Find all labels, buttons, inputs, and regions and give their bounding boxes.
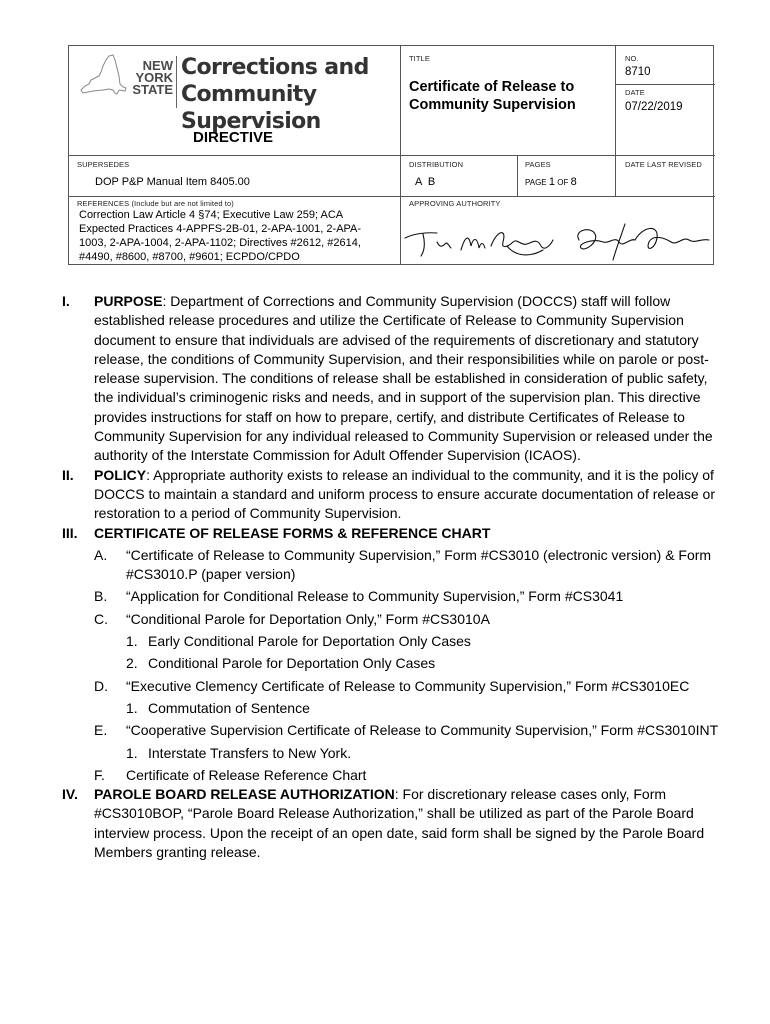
item-text: “Certificate of Release to Community Supervision,” Form #CS3010 (electronic version) & Form #CS3010.P (paper version) [126, 546, 712, 583]
section-forms [62, 524, 722, 543]
directive-label: DIRECTIVE [193, 129, 274, 146]
section-policy [62, 466, 722, 524]
list-item [94, 546, 722, 585]
item-text: “Executive Clemency Certificate of Release to Community Supervision,” Form #CS3010EC [126, 677, 690, 694]
section-number: II. [62, 466, 74, 483]
item-letter: C. [94, 610, 108, 627]
item-text: Commutation of Sentence [148, 699, 310, 716]
item-number: 2. [126, 655, 138, 672]
item-text: “Cooperative Supervision Certificate of Release to Community Supervision,” Form #CS3010INT [126, 722, 719, 739]
item-number: 1. [126, 633, 138, 650]
list-item [94, 677, 722, 696]
supersedes-value: DOP P&P Manual Item 8405.00 [95, 176, 250, 188]
logo-agency-line1: Corrections and [181, 55, 369, 80]
list-item [94, 721, 722, 740]
list-item [94, 610, 722, 629]
item-number: 1. [126, 744, 138, 761]
new-york-state-map-icon [79, 54, 127, 100]
section-text: : Appropriate authority exists to release an individual to the community, and it is the policy of DOCCS to maintain a standard and uniform process to ensure accurate documentation of release or restoration to a period of Community Supervision. [94, 466, 715, 522]
logo-divider [176, 56, 177, 108]
section-purpose [62, 292, 722, 466]
list-item [94, 587, 722, 606]
item-letter: F. [94, 766, 105, 783]
sub-list-item [126, 699, 722, 718]
logo-state-text: NEW YORK STATE [132, 58, 173, 97]
directive-body [62, 292, 722, 862]
divider [615, 46, 616, 196]
item-text: Early Conditional Parole for Deportation Only Cases [148, 633, 471, 650]
item-letter: E. [94, 722, 108, 739]
section-heading: CERTIFICATE OF RELEASE FORMS & REFERENCE CHART [94, 524, 491, 541]
references-label: REFERENCES (Include but are not limited to) [77, 199, 234, 208]
logo-agency-line2: Community Supervision [181, 82, 321, 134]
title-label: TITLE [409, 54, 430, 63]
distribution-value: A B [415, 176, 436, 188]
item-letter: B. [94, 588, 108, 605]
item-text: “Conditional Parole for Deportation Only,” Form #CS3010A [126, 610, 490, 627]
date-label: DATE [625, 88, 645, 97]
item-number: 1. [126, 699, 138, 716]
item-text: “Application for Conditional Release to Community Supervision,” Form #CS3041 [126, 588, 624, 605]
section-text: : Department of Corrections and Community Supervision (DOCCS) staff will follow established release procedures and utilize the Certificate of Release to Community Supervision document to ensure that individuals are advised of the requirements of discretionary and statutory release, the conditions of Community Supervision, and their responsibilities while on parole or post-release supervision. The conditions of release shall be established in consideration of public safety, the individual’s criminogenic risks and needs, and in support of the supervision plan. This directive provides instructions for staff on how to prepare, certify, and distribute Certificates of Release to Community Supervision for any individual released to Community Supervision or released under the authority of the Interstate Commission for Adult Offender Supervision (ICAOS). [94, 293, 713, 464]
section-text: : For discretionary release cases only, Form #CS3010BOP, “Parole Board Release Authorization,” shall be utilized as part of the Parole Board interview process. Upon the receipt of an open date, said form shall be signed by the Parole Board Members granting release. [94, 786, 705, 861]
date-last-revised-label: DATE LAST REVISED [625, 160, 702, 169]
pages-label: PAGES [525, 160, 551, 169]
section-heading: PURPOSE [94, 293, 163, 309]
divider [69, 196, 715, 197]
number-label: NO. [625, 54, 639, 63]
divider [615, 84, 715, 85]
directive-number: 8710 [625, 66, 651, 78]
document-title-line2: Community Supervision [409, 97, 576, 113]
distribution-label: DISTRIBUTION [409, 160, 464, 169]
page-total: 8 [570, 176, 577, 188]
page-current: 1 [548, 176, 555, 188]
list-item [94, 766, 722, 785]
logo-agency-text [181, 54, 400, 135]
section-parole-board [62, 785, 722, 862]
approving-signatures-image [403, 216, 713, 262]
item-letter: D. [94, 677, 108, 694]
agency-logo [69, 46, 400, 156]
divider [517, 155, 518, 196]
document-title-line1: Certificate of Release to [409, 79, 575, 95]
sub-list-item [126, 654, 722, 673]
supersedes-label: SUPERSEDES [77, 160, 130, 169]
sub-list-item [126, 632, 722, 651]
references-value: Correction Law Article 4 §74; Executive Law 259; ACA Expected Practices 4-APPFS-2B-01, 2-APA-1001, 2-APA-1003, 2-APA-1004, 2-APA-1102; Directives #2612, #2614, #4490, #8600, #8700, #9601; ECPDO/CPDO [79, 209, 362, 263]
directive-header-table [68, 45, 714, 265]
sub-list-item [126, 744, 722, 763]
page-counter [525, 176, 577, 188]
item-text: Certificate of Release Reference Chart [126, 766, 367, 783]
item-text: Conditional Parole for Deportation Only Cases [148, 655, 436, 672]
item-text: Interstate Transfers to New York. [148, 744, 352, 761]
section-heading: POLICY [94, 466, 147, 483]
directive-date: 07/22/2019 [625, 101, 683, 113]
section-number: IV. [62, 786, 78, 803]
section-number: III. [62, 524, 78, 541]
page-word: PAGE [525, 178, 547, 187]
document-title [409, 78, 576, 114]
item-letter: A. [94, 546, 108, 563]
of-word: OF [557, 178, 569, 187]
section-number: I. [62, 293, 70, 309]
approving-authority-label: APPROVING AUTHORITY [409, 199, 501, 208]
section-heading: PAROLE BOARD RELEASE AUTHORIZATION [94, 786, 395, 803]
